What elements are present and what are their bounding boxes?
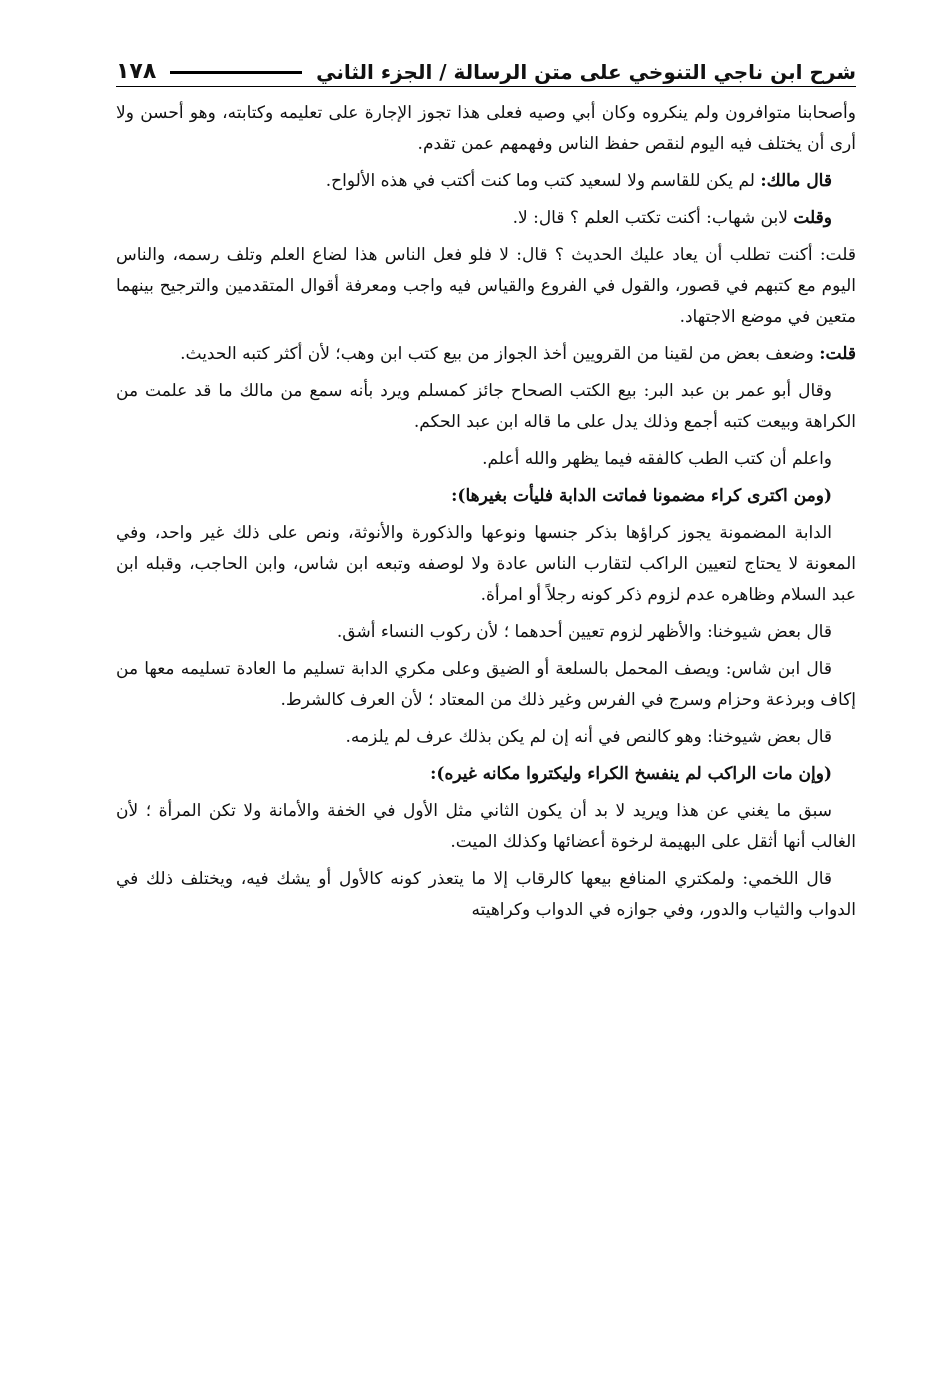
- paragraph-lead: وقلت: [793, 208, 832, 228]
- page-body: [116, 98, 856, 932]
- paragraph-7: [116, 444, 856, 475]
- heading-text: (ومن اكترى كراء مضمونا فماتت الدابة فليأت بغيرها):: [451, 486, 832, 506]
- paragraph-6: [116, 376, 856, 438]
- paragraph-lead: قلت:: [819, 344, 856, 364]
- paragraph-text: قال اللخمي: ولمكتري المنافع بيعها كالرقاب إلا ما يتعذر كونه كالأول أو يشك فيه، ويختلف ذلك في الدواب والثياب والدور، وفي جوازه في الدواب وكراهيته: [116, 869, 856, 920]
- paragraph-text: لم يكن للقاسم ولا لسعيد كتب وما كنت أكتب في هذه الألواح.: [325, 171, 761, 191]
- paragraph-lead: قال مالك:: [760, 171, 832, 191]
- paragraph-10: [116, 617, 856, 648]
- page-number: ١٧٨: [116, 59, 157, 84]
- paragraph-text: قال بعض شيوخنا: والأظهر لزوم تعيين أحدهما ؛ لأن ركوب النساء أشق.: [336, 622, 832, 642]
- paragraph-text: لابن شهاب: أكنت تكتب العلم ؟ قال: لا.: [512, 208, 794, 228]
- header-rule: [170, 71, 302, 74]
- section-heading-1: [116, 481, 856, 512]
- section-heading-2: [116, 759, 856, 790]
- paragraph-text: وأصحابنا متوافرون ولم ينكروه وكان أبي وصيه فعلى هذا تجوز الإجارة على تعليمه وكتابته، وهو أحسن ولا أرى أن يختلف فيه اليوم لنقص حفظ الناس وفهمهم عمن تقدم.: [116, 103, 856, 154]
- running-title: شرح ابن ناجي التنوخي على متن الرسالة / الجزء الثاني: [316, 60, 856, 84]
- paragraph-text: قال بعض شيوخنا: وهو كالنص في أنه إن لم يكن بذلك عرف لم يلزمه.: [345, 727, 832, 747]
- paragraph-2: [116, 166, 856, 197]
- paragraph-text: قال ابن شاس: ويصف المحمل بالسلعة أو الضيق وعلى مكري الدابة تسليم ما العادة تسليمه معها من إكاف وبرذعة وحزام وسرج في الفرس وغير ذلك من المعتاد ؛ لأن العرف كالشرط.: [116, 659, 856, 710]
- paragraph-text: سبق ما يغني عن هذا ويريد لا بد أن يكون الثاني مثل الأول في الخفة والأمانة ولا تكن المرأة ؛ لأن الغالب أنها أثقل على البهيمة لرخوة أعضائها وكذلك الميت.: [116, 801, 856, 852]
- paragraph-text: وقال أبو عمر بن عبد البر: بيع الكتب الصحاح جائز كمسلم ويرد بأنه سمع من مالك ما قد علمت من الكراهة وبيعت كتبه أجمع وذلك يدل على ما قاله ابن عبد الحكم.: [116, 381, 856, 432]
- paragraph-text: وضعف بعض من لقينا من القرويين أخذ الجواز من بيع كتب ابن وهب؛ لأن أكثر كتبه الحديث.: [180, 344, 820, 364]
- paragraph-1: [116, 98, 856, 160]
- paragraph-text: واعلم أن كتب الطب كالفقه فيما يظهر والله أعلم.: [482, 449, 832, 469]
- paragraph-9: [116, 518, 856, 611]
- paragraph-text: الدابة المضمونة يجوز كراؤها بذكر جنسها ونوعها والذكورة والأنوثة، ونص على ذلك غير واحد، وفي المعونة لا يحتاج لتعيين الراكب لتقارب الناس عادة ولا لوصفه وتبعه ابن شاس، وابن الحاجب، وقبله ابن عبد السلام وظاهره عدم لزوم ذكر كونه رجلاً أو امرأة.: [116, 523, 856, 605]
- paragraph-15: [116, 864, 856, 926]
- paragraph-12: [116, 722, 856, 753]
- paragraph-text: قلت: أكنت تطلب أن يعاد عليك الحديث ؟ قال: لا فلو فعل الناس هذا لضاع العلم وتلف رسمه، والناس اليوم مع كتبهم في قصور، والقول في الفروع والقياس فيه واجب ومعرفة أقوال المتقدمين والترجيح بينهما متعين في موضع الاجتهاد.: [116, 245, 856, 327]
- paragraph-3: [116, 203, 856, 234]
- page-header: [116, 50, 856, 87]
- paragraph-4: [116, 240, 856, 333]
- paragraph-14: [116, 796, 856, 858]
- heading-text: (وإن مات الراكب لم ينفسخ الكراء وليكتروا مكانه غيره):: [430, 764, 832, 784]
- paragraph-5: [116, 339, 856, 370]
- paragraph-11: [116, 654, 856, 716]
